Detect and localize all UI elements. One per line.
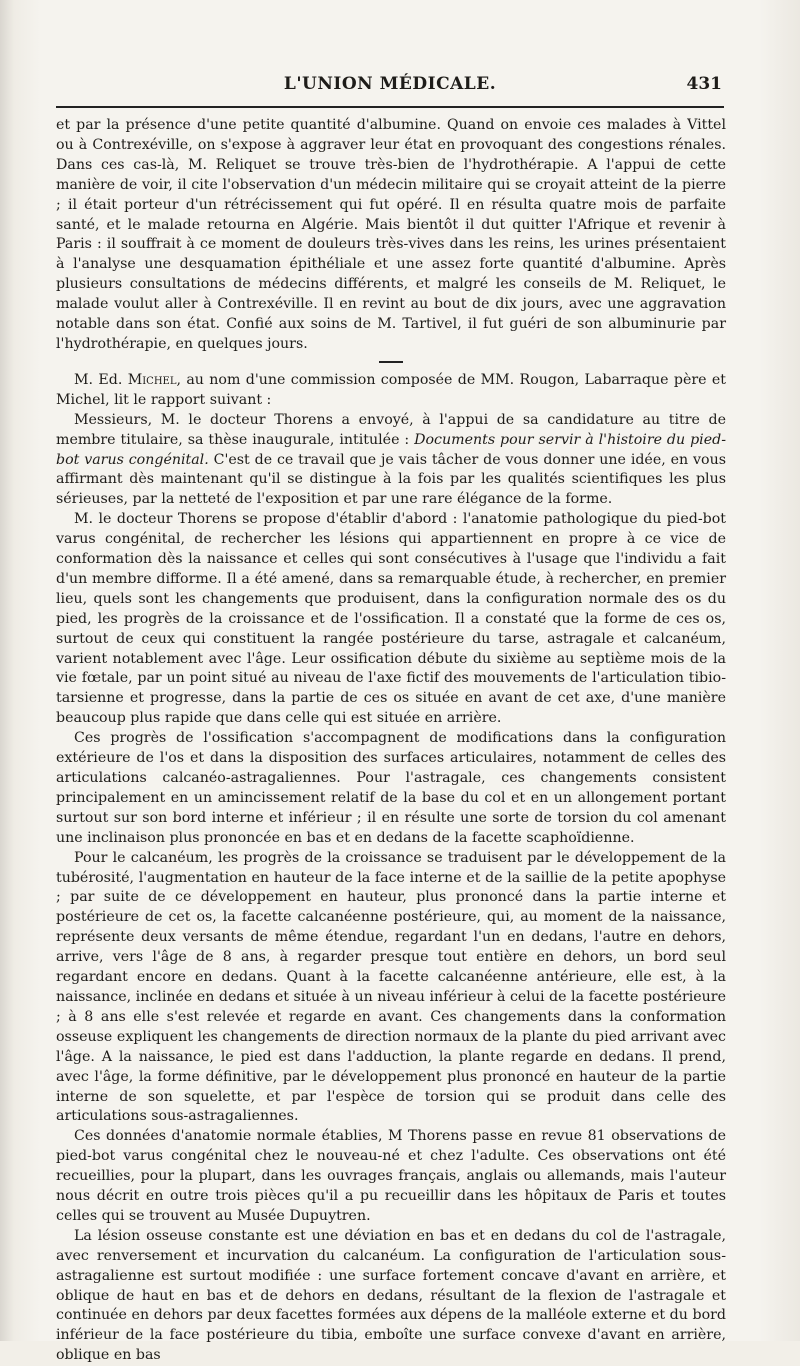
paragraph-2-rest: , au nom d'une commission composée de MM. Rougon, Labarraque père et Michel, lit le rapport suivant : <box>56 371 726 408</box>
article-body <box>56 116 726 1366</box>
paragraph-4: M. le docteur Thorens se propose d'établir d'abord : l'anatomie pathologique du pied-bot varus congénital, de rechercher les lésions qui appartiennent en propre à ce vice de conformation dès la naissance et celles qui sont consécutives à l'usage que l'individu a fait d'un membre difforme. Il a été amené, dans sa remarquable étude, à rechercher, en premier lieu, quels sont les changements que produisent, dans la configuration normale des os du pied, les progrès de la croissance et de l'ossification. Il a constaté que la forme de ces os, surtout de ceux qui constituent la rangée postérieure du tarse, astragale et calcanéum, varient notablement avec l'âge. Leur ossification débute du sixième au septième mois de la vie fœtale, par un point situé au niveau de l'axe fictif des mouvements de l'articulation tibio-tarsienne et progresse, dans la partie de ces os située en avant de cet axe, d'une manière beaucoup plus rapide que dans celle qui est située en arrière. <box>56 511 726 727</box>
paragraph-8: La lésion osseuse constante est une déviation en bas et en dedans du col de l'astragale, avec renversement et incurvation du calcanéum. La configuration de l'articulation sous-astragalienne est surtout modifiée : une surface fortement concave d'avant en arrière, et oblique de haut en bas et de dehors en dedans, résultant de la flexion de l'astragale et continuée en dehors par deux facettes formées aux dépens de la malléole externe et du bord inférieur de la face postérieure du tibia, emboîte une surface convexe d'avant en arrière, oblique en bas <box>56 1227 726 1364</box>
paragraph-3-after: C'est de ce travail que je vais tâcher de vous donner une idée, en vous affirmant dès maintenant qu'il se distingue à la fois par les qualités scientifiques les plus sérieuses, par la netteté de l'exposition et par une rare élégance de la forme. <box>56 451 726 508</box>
page-number: 431 <box>686 74 722 94</box>
section-separator <box>379 361 403 363</box>
paragraph-6: Pour le calcanéum, les progrès de la croissance se traduisent par le développement de la tubérosité, l'augmentation en hauteur de la face interne et de la saillie de la petite apophyse ; par suite de ce développement en hauteur, plus prononcé dans la partie interne et postérieure de cet os, la facette calcanéenne postérieure, qui, au moment de la naissance, représente deux versants de même étendue, regardant l'un en dedans, l'autre en dehors, arrive, vers l'âge de 8 ans, à regarder presque tout entière en dehors, un bord seul regardant encore en dedans. Quant à la facette calcanéenne antérieure, elle est, à la naissance, inclinée en dedans et située à un niveau inférieur à celui de la facette postérieure ; à 8 ans elle s'est relevée et regarde en avant. Ces changements dans la conformation osseuse expliquent les changements de direction normaux de la plante du pied arrivant avec l'âge. A la naissance, le pied est dans l'adduction, la plante regarde en dedans. Il prend, avec l'âge, la forme définitive, par le développement plus prononcé en hauteur de la partie interne de son squelette, et par l'espèce de torsion qui se produit dans celle des articulations sous-astragaliennes. <box>56 849 726 1125</box>
paragraph-1: et par la présence d'une petite quantité d'albumine. Quand on envoie ces malades à Vittel ou à Contrexéville, on s'expose à aggraver leur état en provoquant des congestions rénales. Dans ces cas-là, M. Reliquet se trouve très-bien de l'hydrothérapie. A l'appui de cette manière de voir, il cite l'observation d'un médecin militaire qui se croyait atteint de la pierre ; il était porteur d'un rétrécissement qui fut opéré. Il en résulta quatre mois de parfaite santé, et le malade retourna en Algérie. Mais bientôt il dut quitter l'Afrique et revenir à Paris : il souffrait à ce moment de douleurs très-vives dans les reins, les urines présentaient à l'analyse une desquamation épithéliale et une assez forte quantité d'albumine. Après plusieurs consultations de médecins différents, et malgré les conseils de M. Reliquet, le malade voulut aller à Contrexéville. Il en revint au bout de dix jours, avec une aggravation notable dans son état. Confié aux soins de M. Tartivel, il fut guéri de son albuminurie par l'hydrothérapie, en quelques jours. <box>56 117 726 352</box>
paragraph-2 <box>56 371 726 411</box>
running-title: L'UNION MÉDICALE. <box>283 74 497 94</box>
paragraph-5: Ces progrès de l'ossification s'accompagnent de modifications dans la configuration extérieure de l'os et dans la disposition des surfaces articulaires, notamment de celles des articulations calcanéo-astragaliennes. Pour l'astragale, ces changements consistent principalement en un amincissement relatif de la base du col et en un allongement portant surtout sur son bord interne et inférieur ; il en résulte une sorte de torsion du col amenant une inclinaison plus prononcée en bas et en dedans de la facette scaphoïdienne. <box>56 730 726 846</box>
thesis-title: Documents pour servir à l'histoire du pied-bot varus congénital. <box>56 431 726 468</box>
paragraph-3-before: Messieurs, M. le docteur Thorens a envoyé, à l'appui de sa candidature au titre de membre titulaire, sa thèse inaugurale, intitulée : <box>56 411 726 448</box>
paragraph-7: Ces données d'anatomie normale établies, M Thorens passe en revue 81 observations de pied-bot varus congénital chez le nouveau-né et chez l'adulte. Ces observations ont été recueillies, pour la plupart, dans les ouvrages français, anglais ou allemands, mais l'auteur nous décrit en outre trois pièces qu'il a pu recueillir dans les hôpitaux de Paris et toutes celles qui se trouvent au Musée Dupuytren. <box>56 1128 726 1224</box>
page-header <box>56 70 724 108</box>
paragraph-2-prefix: M. Ed. <box>74 371 128 388</box>
speaker-name: Michel <box>127 371 177 388</box>
paragraph-3 <box>56 411 726 511</box>
